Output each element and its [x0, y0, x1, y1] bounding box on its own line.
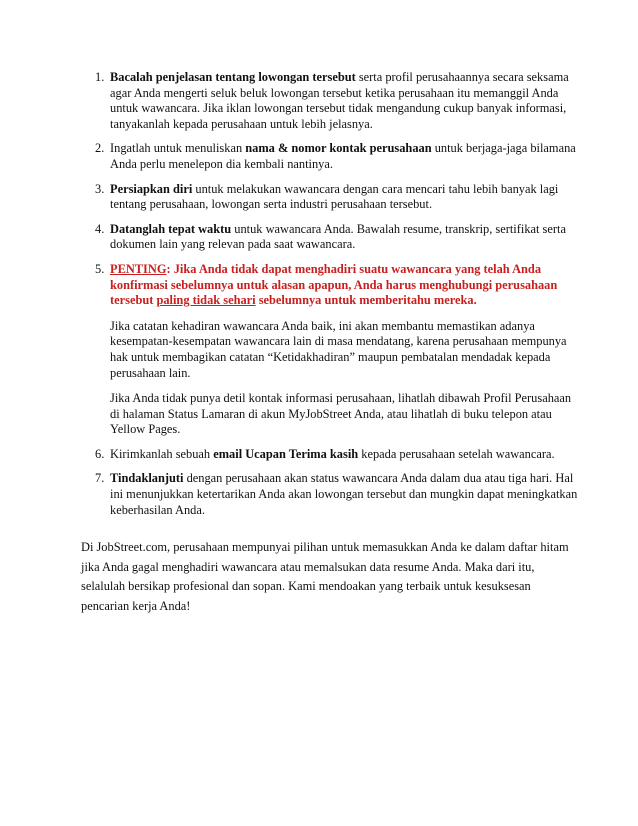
list-item-1 — [81, 70, 581, 132]
list-item-5 — [81, 262, 581, 438]
contact-info-paragraph: Jika Anda tidak punya detil kontak informasi perusahaan, lihatlah dibawah Profil Perusahaan di halaman Status Lamaran di akun MyJobStreet Anda, atau lihatlah di buku telepon atau Yellow Pages. — [110, 391, 572, 437]
item-text — [110, 447, 581, 463]
item-body: serta profil perusahaannya secara seksama agar Anda mengerti seluk beluk lowongan tersebut ketika perusahaan itu memanggil Anda untuk wawancara. Jika iklan lowongan tersebut tidak mengandung cukup banyak informasi, tanyakanlah kepada perusahaan untuk lebih jelasnya. — [110, 70, 569, 131]
item-text — [110, 141, 581, 172]
warning-body: : Jika Anda tidak dapat menghadiri suatu wawancara yang telah Anda konfirmasi sebelumnya untuk alasan apapun, Anda harus menghubungi perusahaan tersebut — [110, 261, 558, 308]
item-body: untuk melakukan wawancara dengan cara mencari tahu lebih banyak lagi tentang perusahaan, lowongan serta industri perusahaan tersebut. — [110, 181, 559, 212]
item-body: untuk wawancara Anda. Bawalah resume, transkrip, sertifikat serta dokumen lain yang relevan pada saat wawancara. — [110, 221, 566, 252]
list-item-6 — [81, 447, 581, 463]
item-number: 1. — [95, 70, 105, 84]
item-body: kepada perusahaan setelah wawancara. — [358, 446, 555, 461]
item-bold-lead: Datanglah tepat waktu — [110, 221, 232, 236]
closing-paragraph: Di JobStreet.com, perusahaan mempunyai pilihan untuk memasukkan Anda ke dalam daftar hitam jika Anda gagal menghadiri wawancara atau memalsukan data resume Anda. Maka dari itu, selalulah bersikap profesional dan sopan. Kami mendoakan yang terbaik untuk kesuksesan pencarian kerja Anda! — [81, 540, 569, 613]
item-text — [110, 182, 581, 213]
list-item-2 — [81, 141, 581, 172]
warning-end: sebelumnya untuk memberitahu mereka. — [255, 293, 477, 308]
item-number: 5. — [95, 261, 105, 276]
tips-list — [81, 70, 581, 527]
item-intro: Ingatlah untuk menuliskan — [110, 141, 246, 156]
item-body: dengan perusahaan akan status wawancara Anda dalam dua atau tiga hari. Hal ini menunjukkan ketertarikan Anda akan lowongan tersebut dan mungkin dapat meningkatkan keberhasilan Anda. — [110, 471, 578, 517]
warning-text — [110, 262, 581, 309]
item-intro: Kirimkanlah sebuah — [110, 446, 214, 461]
list-item-4 — [81, 222, 581, 253]
item-body: untuk berjaga-jaga bilamana Anda perlu menelepon dia kembali nantinya. — [110, 141, 576, 171]
list-item-7 — [81, 471, 581, 518]
item-bold-lead: Bacalah penjelasan tentang lowongan tersebut — [110, 70, 356, 84]
item-bold-phrase: nama & nomor kontak perusahaan — [245, 141, 432, 156]
item-number: 2. — [95, 141, 105, 156]
list-item-3 — [81, 182, 581, 213]
item-number: 7. — [95, 471, 105, 486]
item-number: 4. — [95, 221, 105, 236]
item-text — [110, 70, 581, 132]
item-bold-phrase: email Ucapan Terima kasih — [213, 446, 359, 461]
item-text — [110, 222, 581, 253]
item-bold-lead: Persiapkan diri — [110, 181, 193, 196]
warning-underlined: paling tidak sehari — [156, 293, 256, 308]
item-number: 3. — [95, 181, 105, 196]
penting-label: PENTING — [110, 261, 167, 276]
item-text — [110, 471, 581, 518]
item-number: 6. — [95, 446, 105, 461]
attendance-paragraph: Jika catatan kehadiran wawancara Anda baik, ini akan membantu memastikan adanya kesempatan-kesempatan wawancara lain di masa mendatang, karena perusahaan mempunya hak untuk membagikan catatan “Ketidakhadiran” maupun pembatalan mendadak kepada perusahaan lain. — [110, 318, 567, 380]
item-bold-lead: Tindaklanjuti — [110, 471, 184, 486]
